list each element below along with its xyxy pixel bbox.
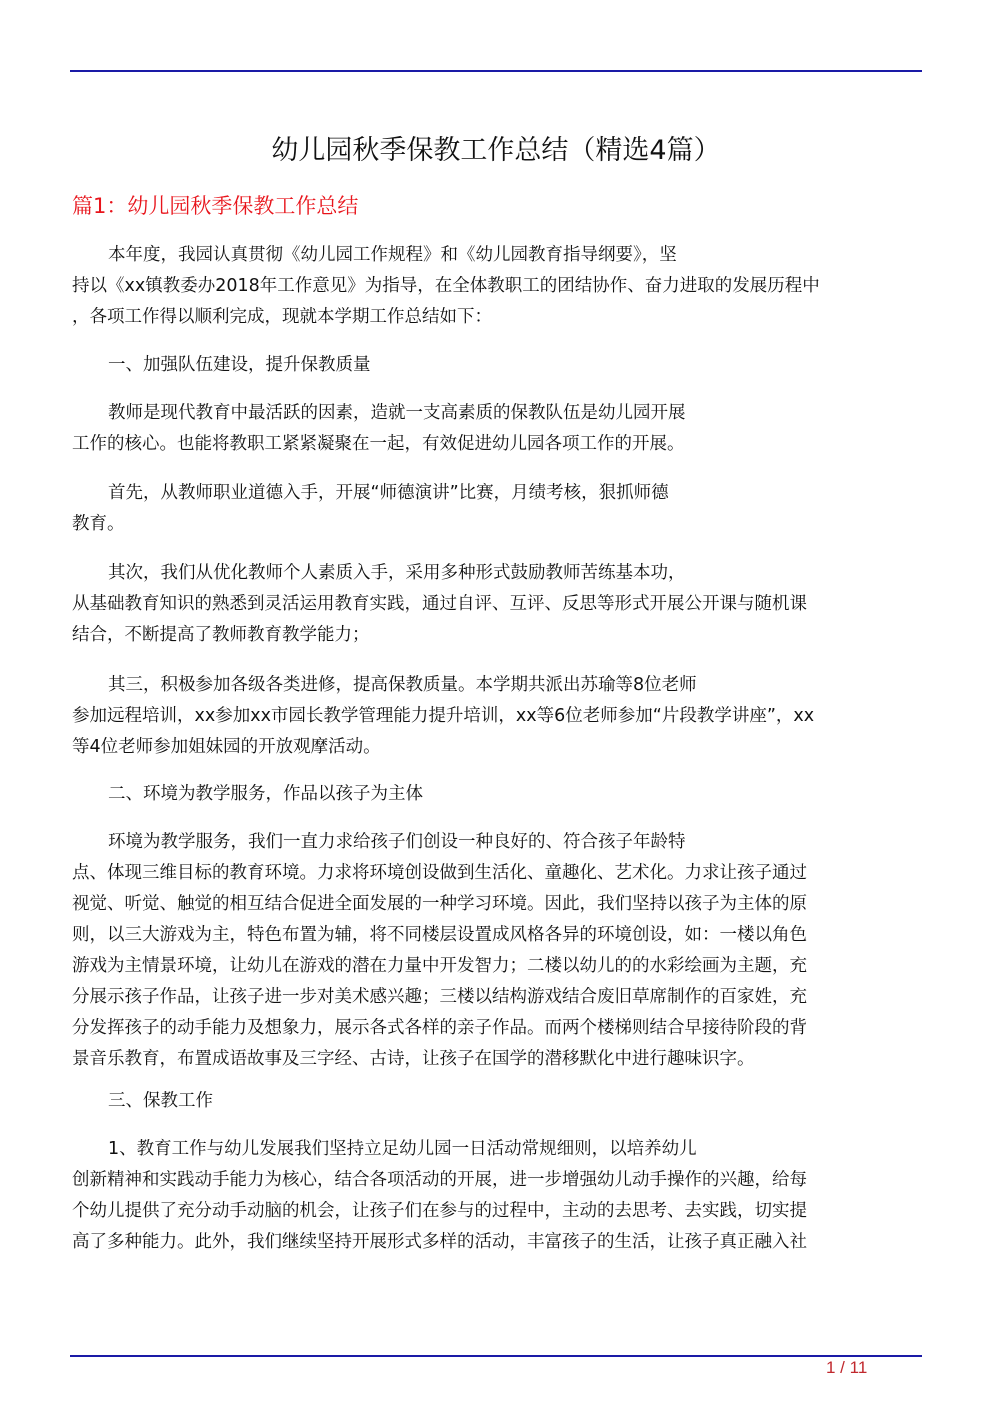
page-number: 1 / 11 — [826, 1358, 868, 1377]
text-line: 创新精神和实践动手能力为核心，结合各项活动的开展，进一步增强幼儿动手操作的兴趣，给每 — [72, 1170, 807, 1190]
text-line: 分发挥孩子的动手能力及想象力，展示各式各样的亲子作品。而两个楼梯则结合早接待阶段的背 — [72, 1018, 807, 1038]
paragraph — [72, 398, 922, 460]
text-line: 点、体现三维目标的教育环境。力求将环境创设做到生活化、童趣化、艺术化。力求让孩子通过 — [72, 863, 807, 883]
text-line: 教师是现代教育中最活跃的因素，造就一支高素质的保教队伍是幼儿园开展 — [108, 403, 686, 423]
footer-rule — [70, 1355, 922, 1357]
text-line: 工作的核心。也能将教职工紧紧凝聚在一起，有效促进幼儿园各项工作的开展。 — [72, 434, 685, 454]
paragraph — [72, 827, 922, 1075]
subheading — [72, 1086, 922, 1117]
paragraph — [72, 670, 922, 763]
text-line: 游戏为主情景环境，让幼儿在游戏的潜在力量中开发智力；二楼以幼儿的的水彩绘画为主题，充 — [72, 956, 807, 976]
text-line: 景音乐教育，布置成语故事及三字经、古诗，让孩子在国学的潜移默化中进行趣味识字。 — [72, 1049, 755, 1069]
text-line: 三、保教工作 — [108, 1091, 213, 1111]
text-line: 等4位老师参加姐妹园的开放观摩活动。 — [72, 737, 381, 757]
header-rule — [70, 70, 922, 72]
subheading — [72, 350, 922, 381]
text-line: 持以《xx镇教委办2018年工作意见》为指导，在全体教职工的团结协作、奋力进取的发展历程中 — [72, 276, 820, 296]
paragraph — [72, 478, 922, 540]
section-heading: 篇1：幼儿园秋季保教工作总结 — [72, 194, 359, 218]
paragraph — [72, 1134, 922, 1258]
paragraph — [72, 240, 922, 333]
text-line: 个幼儿提供了充分动手动脑的机会，让孩子们在参与的过程中，主动的去思考、去实践，切实提 — [72, 1201, 807, 1221]
text-line: 教育。 — [72, 514, 125, 534]
text-line: 环境为教学服务，我们一直力求给孩子们创设一种良好的、符合孩子年龄特 — [108, 832, 686, 852]
text-line: ，各项工作得以顺利完成，现就本学期工作总结如下： — [72, 307, 492, 327]
document-title: 幼儿园秋季保教工作总结（精选4篇） — [271, 135, 721, 166]
text-line: 其次，我们从优化教师个人素质入手，采用多种形式鼓励教师苦练基本功， — [108, 563, 686, 583]
text-line: 从基础教育知识的熟悉到灵活运用教育实践，通过自评、互评、反思等形式开展公开课与随机课 — [72, 594, 807, 614]
text-line: 结合，不断提高了教师教育教学能力； — [72, 625, 370, 645]
subheading — [72, 779, 922, 810]
text-line: 分展示孩子作品，让孩子进一步对美术感兴趣；三楼以结构游戏结合废旧草席制作的百家姓，充 — [72, 987, 807, 1007]
text-line: 参加远程培训，xx参加xx市园长教学管理能力提升培训，xx等6位老师参加“片段教学讲座”，xx — [72, 706, 815, 726]
text-line: 视觉、听觉、触觉的相互结合促进全面发展的一种学习环境。因此，我们坚持以孩子为主体的原 — [72, 894, 807, 914]
text-line: 首先，从教师职业道德入手，开展“师德演讲”比赛，月绩考核，狠抓师德 — [108, 483, 669, 503]
text-line: 一、加强队伍建设，提升保教质量 — [108, 355, 371, 375]
text-line: 本年度，我园认真贯彻《幼儿园工作规程》和《幼儿园教育指导纲要》，坚 — [108, 245, 677, 265]
text-line: 则，以三大游戏为主，特色布置为辅，将不同楼层设置成风格各异的环境创设，如：一楼以角色 — [72, 925, 807, 945]
text-line: 高了多种能力。此外，我们继续坚持开展形式多样的活动，丰富孩子的生活，让孩子真正融入社 — [72, 1232, 807, 1252]
text-line: 其三，积极参加各级各类进修，提高保教质量。本学期共派出苏瑜等8位老师 — [108, 675, 697, 695]
paragraph — [72, 558, 922, 651]
text-line: 1、教育工作与幼儿发展我们坚持立足幼儿园一日活动常规细则，以培养幼儿 — [108, 1139, 697, 1159]
text-line: 二、环境为教学服务，作品以孩子为主体 — [108, 784, 423, 804]
